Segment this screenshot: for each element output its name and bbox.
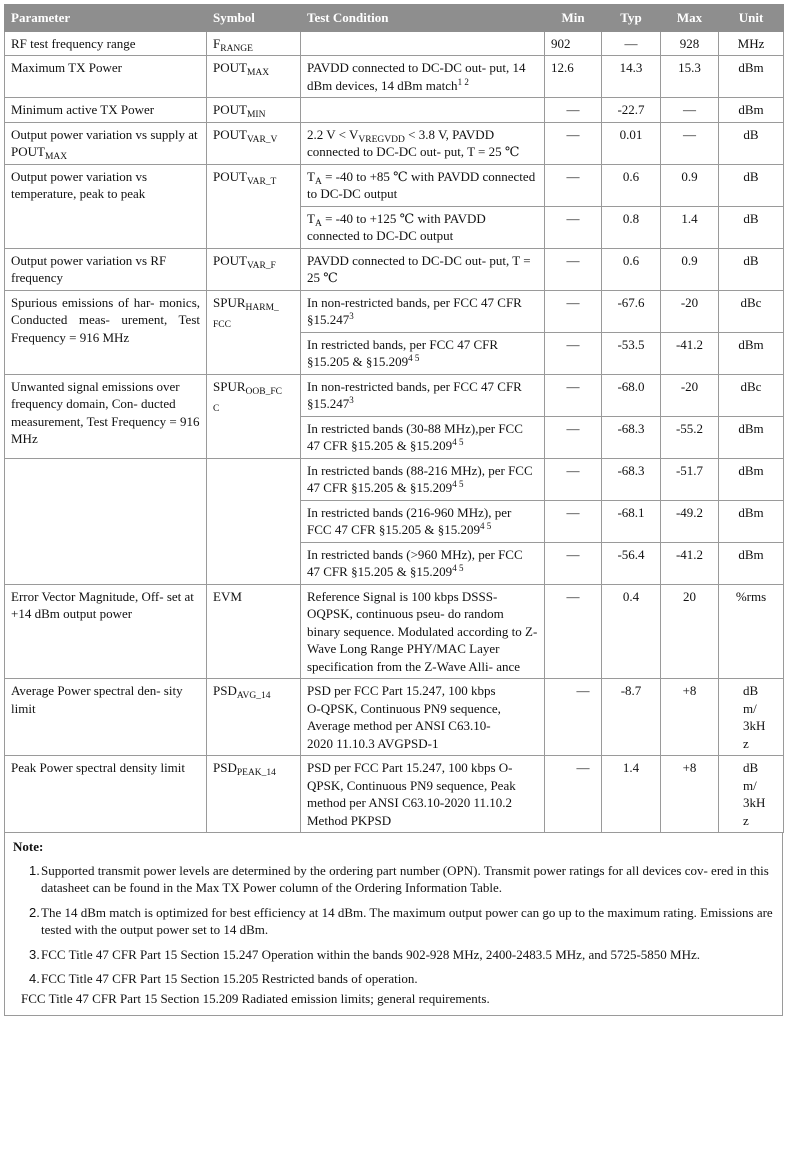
typ-cell: -53.5 <box>602 332 661 374</box>
typ-cell: -67.6 <box>602 290 661 332</box>
typ-cell: 0.6 <box>602 164 661 206</box>
condition-cell: PSD per FCC Part 15.247, 100 kbps O-QPSK, Continuous PN9 sequence, Average method per ANSI C63.10-2020 11.10.3 AVGPSD-1 <box>301 679 545 756</box>
max-cell: 0.9 <box>661 248 719 290</box>
min-cell: — <box>545 248 602 290</box>
symbol-cell: $SPUR_{HARM\_}$ $_{FCC}$ <box>207 290 301 374</box>
max-cell: +8 <box>661 756 719 833</box>
note-item: 3. FCC Title 47 CFR Part 15 Section 15.247 Operation within the bands 902-928 MHz, 2400-2483.5 MHz, and 5725-5850 MHz. <box>29 946 701 962</box>
condition-cell: 2.2 $V < V_{VREGVDD} < 3.8$ V, PAVDD connected to DC-DC out- put, T = 25 ℃ <box>301 122 545 164</box>
notes-title: Note: <box>13 839 44 854</box>
param-cell: Output power variation vs RF frequency <box>5 248 207 290</box>
min-cell: — <box>545 332 602 374</box>
unit-cell: MHz <box>719 31 784 56</box>
unit-cell: dBm <box>719 56 784 98</box>
header-test-condition: Test Condition <box>301 5 545 32</box>
param-cell: Spurious emissions of har- monics, Conducted meas- urement, Test Frequency = 916 MHz <box>5 290 207 374</box>
max-cell: +8 <box>661 679 719 756</box>
symbol-cell: $POUT_{VAR\_V}$ <box>207 122 301 164</box>
unit-cell: dBm <box>719 332 784 374</box>
header-typ: Typ <box>602 5 661 32</box>
unit-cell: dBm <box>719 458 784 500</box>
unit-cell: dB <box>719 164 784 206</box>
param-cell: RF test frequency range <box>5 31 207 56</box>
condition-cell: $T_A = -40$ to +85 ℃ with PAVDD connected to DC-DC output <box>301 164 545 206</box>
unit-cell: dBc <box>719 290 784 332</box>
min-cell: — <box>545 290 602 332</box>
min-cell: — <box>545 122 602 164</box>
condition-cell: In restricted bands (216-960 MHz), per FCC 47 CFR §15.205 & $\S 15.209^{4 5}$ <box>301 500 545 542</box>
note-extra: FCC Title 47 CFR Part 15 Section 15.209 Radiated emission limits; general requirements. <box>21 990 490 1006</box>
max-cell: 1.4 <box>661 206 719 248</box>
min-cell: — <box>545 542 602 584</box>
symbol-cell: $POUT_{VAR\_F}$ <box>207 248 301 290</box>
symbol-cell: $POUT_{MAX}$ <box>207 56 301 98</box>
condition-cell: PAVDD connected to DC-DC out- put, 14 dBm devices, 14 dBm match$^{1 2}$ <box>301 56 545 98</box>
table-row <box>5 679 784 756</box>
typ-cell: -68.1 <box>602 500 661 542</box>
unit-cell: dBm <box>719 500 784 542</box>
spec-sheet <box>4 4 783 1016</box>
typ-cell: -68.3 <box>602 416 661 458</box>
table-row <box>5 584 784 679</box>
condition-cell: PAVDD connected to DC-DC out- put, T = 25 ℃ <box>301 248 545 290</box>
symbol-cell: EVM <box>207 584 301 679</box>
param-cell: Output power variation vs supply at $POUT_{MAX}$ <box>5 122 207 164</box>
unit-cell: dB <box>719 206 784 248</box>
condition-cell: In restricted bands (88-216 MHz), per FCC 47 CFR §15.205 & $\S 15.209^{4 5}$ <box>301 458 545 500</box>
unit-cell: %rms <box>719 584 784 679</box>
note-item: 1. Supported transmit power levels are determined by the ordering part number (OPN). Transmit power ratings for all devices cov- ered in this datasheet can be found in the Max TX Power column of the Ordering Information Table. <box>29 862 769 895</box>
symbol-cell: $PSD_{AVG\_14}$ <box>207 679 301 756</box>
typ-cell: 14.3 <box>602 56 661 98</box>
min-cell: — <box>545 416 602 458</box>
unit-cell: dB m/ 3kH z <box>719 756 784 833</box>
notes-section <box>4 833 783 1016</box>
typ-cell: 1.4 <box>602 756 661 833</box>
min-cell: — <box>545 374 602 416</box>
min-cell: — <box>545 500 602 542</box>
table-row <box>5 756 784 833</box>
max-cell: — <box>661 98 719 123</box>
param-cell: Unwanted signal emissions over frequency domain, Con- ducted measurement, Test Frequency = 916 MHz <box>5 374 207 458</box>
table-header-row <box>5 5 784 32</box>
max-cell: -55.2 <box>661 416 719 458</box>
typ-cell: 0.4 <box>602 584 661 679</box>
unit-cell: dBm <box>719 542 784 584</box>
condition-cell: In restricted bands (30-88 MHz),per FCC 47 CFR §15.205 & $\S 15.209^{4 5}$ <box>301 416 545 458</box>
min-cell: — <box>545 756 602 833</box>
note-item: 2. The 14 dBm match is optimized for best efficiency at 14 dBm. The maximum output power can go up to the maximum rating. Emissions are tested with the output power set to 14 dBm. <box>29 904 773 937</box>
min-cell: — <box>545 164 602 206</box>
max-cell: 928 <box>661 31 719 56</box>
max-cell: -51.7 <box>661 458 719 500</box>
table-row <box>5 122 784 164</box>
max-cell: 20 <box>661 584 719 679</box>
note-item: 4. FCC Title 47 CFR Part 15 Section 15.205 Restricted bands of operation. <box>29 971 418 986</box>
table-row <box>5 374 784 416</box>
typ-cell: — <box>602 31 661 56</box>
max-cell: -20 <box>661 290 719 332</box>
param-cell: Minimum active TX Power <box>5 98 207 123</box>
max-cell: -41.2 <box>661 542 719 584</box>
max-cell: — <box>661 122 719 164</box>
min-cell: — <box>545 458 602 500</box>
typ-cell: -8.7 <box>602 679 661 756</box>
symbol-cell: $SPUR_{OOB\_FC}$ $_C$ <box>207 374 301 458</box>
min-cell: — <box>545 584 602 679</box>
header-max: Max <box>661 5 719 32</box>
table-row <box>5 98 784 123</box>
min-cell: 902 <box>545 31 602 56</box>
typ-cell: -56.4 <box>602 542 661 584</box>
unit-cell: dBc <box>719 374 784 416</box>
condition-cell: In restricted bands (>960 MHz), per FCC 47 CFR §15.205 & $\S 15.209^{4 5}$ <box>301 542 545 584</box>
max-cell: -49.2 <box>661 500 719 542</box>
typ-cell: -22.7 <box>602 98 661 123</box>
condition-cell: In non-restricted bands, per FCC 47 CFR §15.247$^3$ <box>301 374 545 416</box>
condition-cell: In restricted bands, per FCC 47 CFR §15.205 & $\S 15.209^{4 5}$ <box>301 332 545 374</box>
typ-cell: 0.8 <box>602 206 661 248</box>
typ-cell: 0.6 <box>602 248 661 290</box>
table-row <box>5 248 784 290</box>
unit-cell: dB m/ 3kH z <box>719 679 784 756</box>
param-cell: Error Vector Magnitude, Off- set at +14 dBm output power <box>5 584 207 679</box>
max-cell: -41.2 <box>661 332 719 374</box>
param-cell: Average Power spectral den- sity limit <box>5 679 207 756</box>
symbol-cell: $F_{RANGE}$ <box>207 31 301 56</box>
unit-cell: dBm <box>719 98 784 123</box>
table-row <box>5 56 784 98</box>
max-cell: 15.3 <box>661 56 719 98</box>
unit-cell: dB <box>719 248 784 290</box>
condition-cell: $T_A = -40$ to +125 ℃ with PAVDD connected to DC-DC output <box>301 206 545 248</box>
condition-cell: PSD per FCC Part 15.247, 100 kbps O-QPSK, Continuous PN9 sequence, Peak method per ANSI C63.10-2020 11.10.2 Method PKPSD <box>301 756 545 833</box>
param-cell: Peak Power spectral density limit <box>5 756 207 833</box>
min-cell: 12.6 <box>545 56 602 98</box>
min-cell: — <box>545 98 602 123</box>
typ-cell: -68.0 <box>602 374 661 416</box>
typ-cell: 0.01 <box>602 122 661 164</box>
param-cell: Maximum TX Power <box>5 56 207 98</box>
symbol-cell: $POUT_{MIN}$ <box>207 98 301 123</box>
typ-cell: -68.3 <box>602 458 661 500</box>
table-row <box>5 290 784 332</box>
symbol-cell: $POUT_{VAR\_T}$ <box>207 164 301 248</box>
condition-cell: Reference Signal is 100 kbps DSSS- OQPSK, continuous pseu- do random binary sequence. Modulated according to Z-Wave Long Range PHY/MAC Layer specification from the Z-Wave Alli- ance <box>301 584 545 679</box>
unit-cell: dBm <box>719 416 784 458</box>
table-row <box>5 164 784 206</box>
min-cell: — <box>545 206 602 248</box>
condition-cell <box>301 31 545 56</box>
header-symbol: Symbol <box>207 5 301 32</box>
unit-cell: dB <box>719 122 784 164</box>
param-cell: Output power variation vs temperature, peak to peak <box>5 164 207 248</box>
condition-cell <box>301 98 545 123</box>
max-cell: 0.9 <box>661 164 719 206</box>
table-row <box>5 31 784 56</box>
param-cell <box>5 458 207 584</box>
symbol-cell <box>207 458 301 584</box>
header-parameter: Parameter <box>5 5 207 32</box>
table-row <box>5 458 784 500</box>
condition-cell: In non-restricted bands, per FCC 47 CFR §15.247$^3$ <box>301 290 545 332</box>
header-min: Min <box>545 5 602 32</box>
min-cell: — <box>545 679 602 756</box>
rf-transmitter-characteristics-table <box>4 4 784 833</box>
max-cell: -20 <box>661 374 719 416</box>
symbol-cell: $PSD_{PEAK\_14}$ <box>207 756 301 833</box>
header-unit: Unit <box>719 5 784 32</box>
